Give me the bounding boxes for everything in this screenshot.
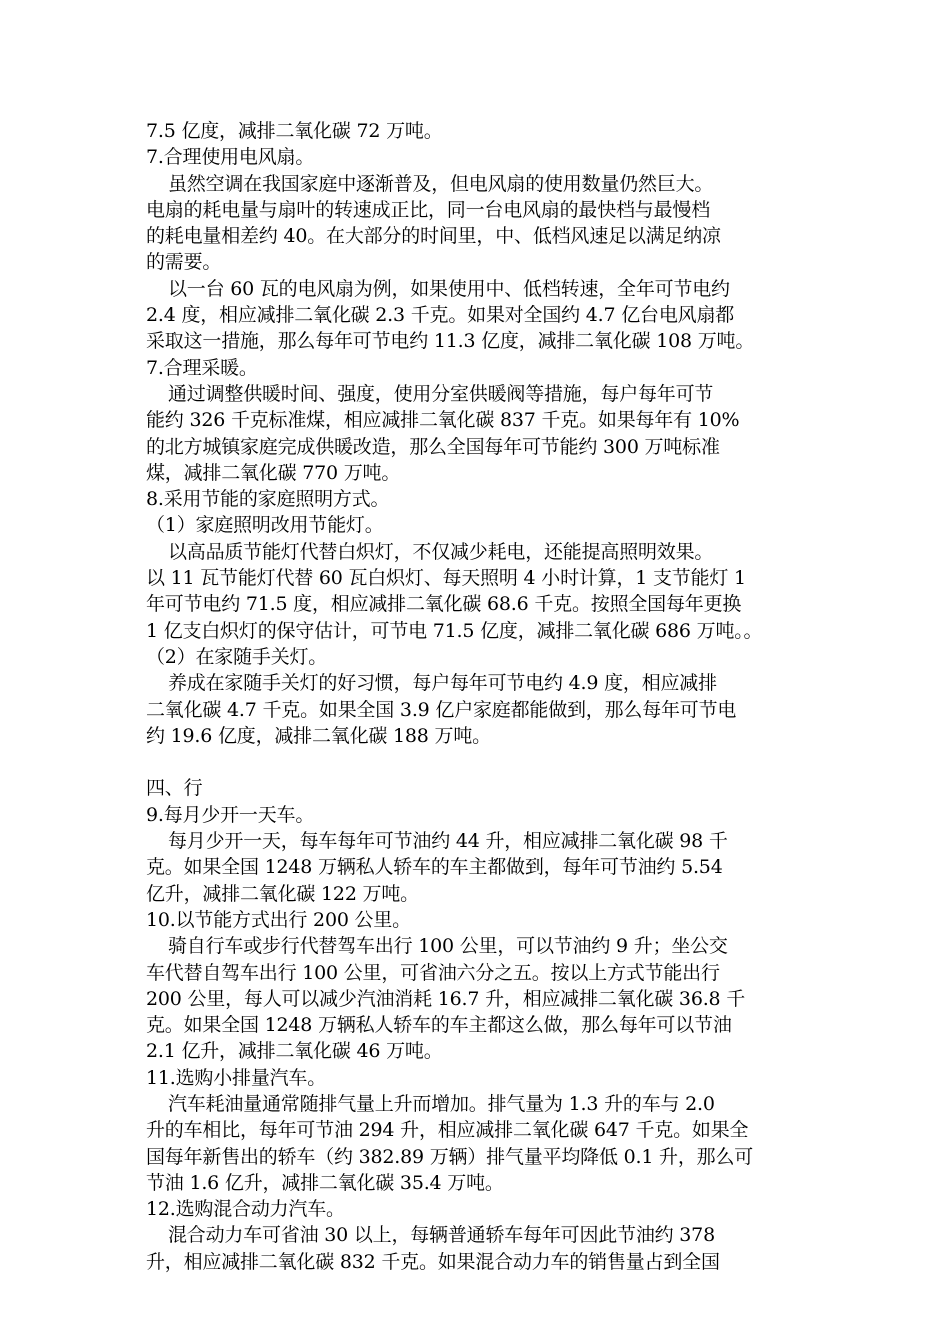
- paragraph-line: 养成在家随手关灯的好习惯，每户每年可节电约 4.9 度，相应减排: [168, 672, 717, 695]
- paragraph-line: 每月少开一天，每车每年可节油约 44 升，相应减排二氧化碳 98 千: [168, 830, 728, 853]
- paragraph-line: 年可节电约 71.5 度，相应减排二氧化碳 68.6 千克。按照全国每年更换: [146, 593, 742, 616]
- paragraph-line: 1 亿支白炽灯的保守估计，可节电 71.5 亿度，减排二氧化碳 686 万吨。。: [146, 619, 763, 642]
- section-heading: 8.采用节能的家庭照明方式。: [146, 488, 390, 511]
- section-heading: 11.选购小排量汽车。: [146, 1066, 327, 1089]
- paragraph-line: 升的车相比，每年可节油 294 升，相应减排二氧化碳 647 千克。如果全: [146, 1119, 749, 1142]
- paragraph-line: 200 公里，每人可以减少汽油消耗 16.7 升，相应减排二氧化碳 36.8 千: [146, 987, 746, 1010]
- paragraph-line: 虽然空调在我国家庭中逐渐普及，但电风扇的使用数量仍然巨大。: [168, 172, 714, 195]
- paragraph-line: 升，相应减排二氧化碳 832 千克。如果混合动力车的销售量占到全国: [146, 1250, 720, 1273]
- paragraph-line: 国每年新售出的轿车（约 382.89 万辆）排气量平均降低 0.1 升，那么可: [146, 1145, 754, 1168]
- paragraph-line: 二氧化碳 4.7 千克。如果全国 3.9 亿户家庭都能做到，那么每年可节电: [146, 698, 737, 721]
- chapter-heading: 四、行: [146, 777, 203, 800]
- paragraph-line: 2.4 度，相应减排二氧化碳 2.3 千克。如果对全国约 4.7 亿台电风扇都: [146, 304, 735, 327]
- paragraph-line: 节油 1.6 亿升，减排二氧化碳 35.4 万吨。: [146, 1171, 504, 1194]
- paragraph-line: 的北方城镇家庭完成供暖改造，那么全国每年可节能约 300 万吨标准: [146, 435, 720, 458]
- paragraph-line: 电扇的耗电量与扇叶的转速成正比，同一台电风扇的最快档与最慢档: [146, 198, 711, 221]
- section-heading: 12.选购混合动力汽车。: [146, 1198, 345, 1221]
- paragraph-line: 以一台 60 瓦的电风扇为例，如果使用中、低档转速，全年可节电约: [168, 277, 730, 300]
- paragraph-line: 汽车耗油量通常随排气量上升而增加。排气量为 1.3 升的车与 2.0: [168, 1092, 715, 1115]
- paragraph-line: 混合动力车可省油 30 以上，每辆普通轿车每年可因此节油约 378: [168, 1224, 715, 1247]
- section-heading: 7.合理采暖。: [146, 356, 258, 379]
- paragraph-line: 能约 326 千克标准煤，相应减排二氧化碳 837 千克。如果每年有 10%: [146, 409, 740, 432]
- paragraph-line: 通过调整供暖时间、强度，使用分室供暖阀等措施，每户每年可节: [168, 382, 714, 405]
- document-body: [146, 118, 806, 1275]
- section-heading: 7.合理使用电风扇。: [146, 146, 315, 169]
- paragraph-line: 克。如果全国 1248 万辆私人轿车的车主都做到，每年可节油约 5.54: [146, 856, 723, 879]
- text-line: 7.5 亿度，减排二氧化碳 72 万吨。: [146, 120, 443, 142]
- paragraph-line: 克。如果全国 1248 万辆私人轿车的车主都这么做，那么每年可以节油: [146, 1014, 732, 1037]
- paragraph-line: 的需要。: [146, 251, 222, 274]
- paragraph-line: 以 11 瓦节能灯代替 60 瓦白炽灯、每天照明 4 小时计算，1 支节能灯 1: [146, 567, 746, 590]
- paragraph-line: 以高品质节能灯代替白炽灯，不仅减少耗电，还能提高照明效果。: [168, 540, 714, 563]
- section-heading: 9.每月少开一天车。: [146, 803, 315, 826]
- paragraph-line: 采取这一措施，那么每年可节电约 11.3 亿度，减排二氧化碳 108 万吨。: [146, 330, 755, 353]
- paragraph-line: 煤，减排二氧化碳 770 万吨。: [146, 461, 401, 484]
- paragraph-line: 2.1 亿升，减排二氧化碳 46 万吨。: [146, 1040, 443, 1063]
- blank-line: [146, 749, 806, 775]
- paragraph-line: 约 19.6 亿度，减排二氧化碳 188 万吨。: [146, 724, 491, 747]
- paragraph-line: 车代替自驾车出行 100 公里，可省油六分之五。按以上方式节能出行: [146, 961, 720, 984]
- paragraph-line: 骑自行车或步行代替驾车出行 100 公里，可以节油约 9 升；坐公交: [168, 935, 728, 958]
- paragraph-line: 亿升，减排二氧化碳 122 万吨。: [146, 882, 419, 905]
- subsection-heading: （1）家庭照明改用节能灯。: [146, 514, 384, 537]
- paragraph-line: 的耗电量相差约 40。在大部分的时间里，中、低档风速足以满足纳凉: [146, 225, 721, 248]
- section-heading: 10.以节能方式出行 200 公里。: [146, 908, 411, 931]
- subsection-heading: （2）在家随手关灯。: [146, 645, 328, 668]
